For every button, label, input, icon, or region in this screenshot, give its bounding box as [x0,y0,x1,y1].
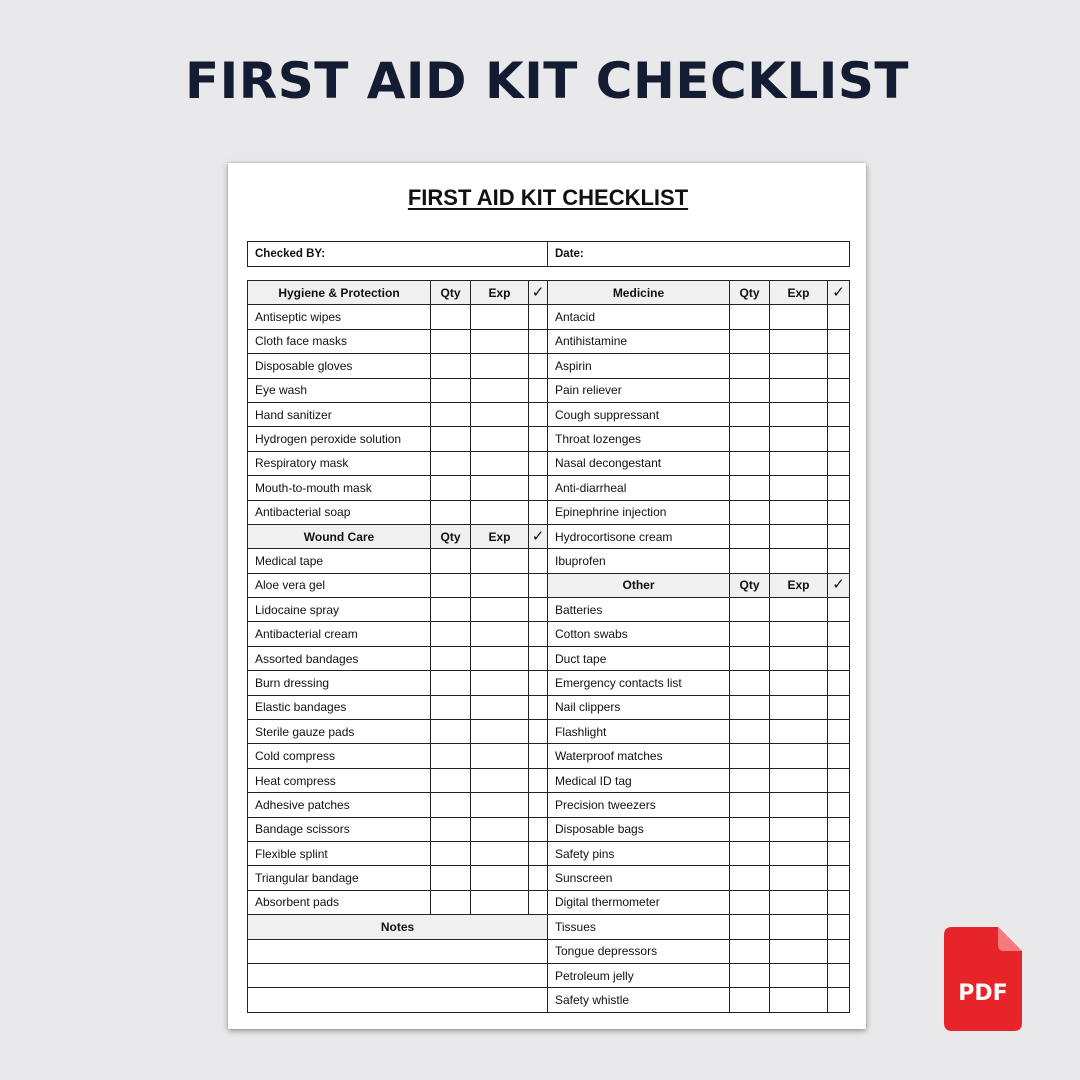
qty-cell[interactable] [431,841,471,865]
item-label: Flexible splint [248,841,431,865]
exp-cell[interactable] [770,768,828,792]
notes-line[interactable] [248,988,548,1012]
item-label: Aspirin [548,354,730,378]
table-row [248,402,850,426]
exp-cell[interactable] [471,841,529,865]
exp-header: Exp [471,524,529,548]
exp-cell[interactable] [471,817,529,841]
qty-cell[interactable] [730,427,770,451]
check-cell[interactable] [529,500,548,524]
check-cell[interactable] [828,671,850,695]
qty-cell[interactable] [431,305,471,329]
check-cell[interactable] [529,573,548,597]
item-label: Aloe vera gel [248,573,431,597]
item-label: Batteries [548,598,730,622]
item-label: Burn dressing [248,671,431,695]
exp-cell[interactable] [770,500,828,524]
qty-cell[interactable] [730,915,770,939]
exp-cell[interactable] [471,622,529,646]
qty-cell[interactable] [431,793,471,817]
qty-cell[interactable] [431,890,471,914]
item-label: Antibacterial cream [248,622,431,646]
table-row [248,622,850,646]
qty-cell[interactable] [431,671,471,695]
exp-cell[interactable] [770,402,828,426]
item-label: Bandage scissors [248,817,431,841]
item-label: Elastic bandages [248,695,431,719]
exp-header: Exp [471,281,529,305]
qty-cell[interactable] [431,768,471,792]
exp-cell[interactable] [471,329,529,353]
item-label: Disposable bags [548,817,730,841]
checked-by-table [247,241,850,267]
check-cell[interactable] [529,329,548,353]
qty-header: Qty [431,524,471,548]
exp-cell[interactable] [770,524,828,548]
qty-cell[interactable] [730,671,770,695]
exp-cell[interactable] [471,427,529,451]
check-cell[interactable] [828,622,850,646]
check-cell[interactable] [529,744,548,768]
section-header: Medicine [548,281,730,305]
check-cell[interactable] [828,549,850,573]
table-row [248,305,850,329]
exp-cell[interactable] [770,963,828,987]
qty-header: Qty [730,573,770,597]
table-row [248,793,850,817]
exp-cell[interactable] [770,720,828,744]
check-cell[interactable] [529,402,548,426]
exp-cell[interactable] [770,817,828,841]
qty-cell[interactable] [730,695,770,719]
table-row [248,939,850,963]
item-label: Petroleum jelly [548,963,730,987]
table-row [248,476,850,500]
exp-cell[interactable] [471,720,529,744]
qty-cell[interactable] [431,329,471,353]
table-row [248,524,850,548]
check-cell[interactable] [529,866,548,890]
exp-cell[interactable] [471,890,529,914]
qty-cell[interactable] [431,866,471,890]
item-label: Anti-diarrheal [548,476,730,500]
item-label: Flashlight [548,720,730,744]
check-cell[interactable] [529,768,548,792]
qty-cell[interactable] [730,768,770,792]
item-label: Medical ID tag [548,768,730,792]
item-label: Disposable gloves [248,354,431,378]
exp-cell[interactable] [471,500,529,524]
qty-cell[interactable] [431,598,471,622]
item-label: Lidocaine spray [248,598,431,622]
check-cell[interactable] [828,793,850,817]
check-cell[interactable] [828,476,850,500]
table-row [248,817,850,841]
check-cell[interactable] [529,354,548,378]
exp-cell[interactable] [471,573,529,597]
qty-cell[interactable] [730,939,770,963]
exp-cell[interactable] [770,622,828,646]
item-label: Ibuprofen [548,549,730,573]
exp-cell[interactable] [770,598,828,622]
item-label: Antiseptic wipes [248,305,431,329]
check-cell[interactable] [529,793,548,817]
qty-cell[interactable] [431,695,471,719]
item-label: Hand sanitizer [248,402,431,426]
checkmark-header: ✓ [828,573,850,597]
exp-cell[interactable] [770,354,828,378]
qty-cell[interactable] [730,598,770,622]
exp-cell[interactable] [471,451,529,475]
item-label: Cough suppressant [548,402,730,426]
check-cell[interactable] [828,354,850,378]
check-cell[interactable] [828,817,850,841]
table-row [248,671,850,695]
qty-cell[interactable] [730,476,770,500]
item-label: Hydrocortisone cream [548,524,730,548]
check-cell[interactable] [828,963,850,987]
qty-cell[interactable] [730,817,770,841]
exp-cell[interactable] [471,549,529,573]
table-row [248,451,850,475]
qty-cell[interactable] [431,476,471,500]
notes-line[interactable] [248,963,548,987]
exp-cell[interactable] [471,793,529,817]
qty-cell[interactable] [431,451,471,475]
item-label: Antihistamine [548,329,730,353]
exp-cell[interactable] [471,402,529,426]
check-cell[interactable] [828,915,850,939]
check-cell[interactable] [529,598,548,622]
qty-cell[interactable] [431,354,471,378]
qty-cell[interactable] [730,549,770,573]
qty-header: Qty [730,281,770,305]
check-cell[interactable] [828,646,850,670]
item-label: Adhesive patches [248,793,431,817]
check-cell[interactable] [529,841,548,865]
item-label: Throat lozenges [548,427,730,451]
table-row [248,427,850,451]
item-label: Antibacterial soap [248,500,431,524]
exp-cell[interactable] [770,841,828,865]
exp-cell[interactable] [770,671,828,695]
checklist-table [247,280,850,1013]
item-label: Tissues [548,915,730,939]
item-label: Triangular bandage [248,866,431,890]
exp-header: Exp [770,573,828,597]
exp-header: Exp [770,281,828,305]
exp-cell[interactable] [471,305,529,329]
item-label: Mouth-to-mouth mask [248,476,431,500]
item-label: Tongue depressors [548,939,730,963]
qty-cell[interactable] [730,890,770,914]
check-cell[interactable] [828,500,850,524]
item-label: Heat compress [248,768,431,792]
item-label: Absorbent pads [248,890,431,914]
check-cell[interactable] [828,866,850,890]
item-label: Nail clippers [548,695,730,719]
check-cell[interactable] [529,890,548,914]
item-label: Medical tape [248,549,431,573]
check-cell[interactable] [828,451,850,475]
item-label: Cold compress [248,744,431,768]
table-row [248,841,850,865]
exp-cell[interactable] [471,378,529,402]
qty-cell[interactable] [730,866,770,890]
qty-cell[interactable] [730,378,770,402]
table-row [248,988,850,1012]
item-label: Respiratory mask [248,451,431,475]
section-header: Other [548,573,730,597]
check-cell[interactable] [529,378,548,402]
check-cell[interactable] [529,671,548,695]
check-cell[interactable] [828,378,850,402]
check-cell[interactable] [828,598,850,622]
exp-cell[interactable] [471,671,529,695]
item-label: Cloth face masks [248,329,431,353]
exp-cell[interactable] [770,695,828,719]
check-cell[interactable] [529,720,548,744]
table-row [248,329,850,353]
item-label: Pain reliever [548,378,730,402]
exp-cell[interactable] [770,890,828,914]
qty-cell[interactable] [431,720,471,744]
item-label: Hydrogen peroxide solution [248,427,431,451]
check-cell[interactable] [828,427,850,451]
qty-cell[interactable] [730,793,770,817]
checked-by-field[interactable]: Checked BY: [248,242,548,267]
exp-cell[interactable] [471,598,529,622]
check-cell[interactable] [828,305,850,329]
exp-cell[interactable] [770,378,828,402]
check-cell[interactable] [529,427,548,451]
section-header: Wound Care [248,524,431,548]
item-label: Nasal decongestant [548,451,730,475]
item-label: Assorted bandages [248,646,431,670]
qty-cell[interactable] [431,622,471,646]
qty-header: Qty [431,281,471,305]
section-header: Hygiene & Protection [248,281,431,305]
exp-cell[interactable] [770,939,828,963]
check-cell[interactable] [828,720,850,744]
check-cell[interactable] [529,817,548,841]
exp-cell[interactable] [471,354,529,378]
qty-cell[interactable] [730,329,770,353]
item-label: Sunscreen [548,866,730,890]
qty-cell[interactable] [730,354,770,378]
exp-cell[interactable] [770,866,828,890]
notes-header: Notes [248,915,548,939]
item-label: Digital thermometer [548,890,730,914]
qty-cell[interactable] [431,402,471,426]
item-label: Duct tape [548,646,730,670]
checkmark-header: ✓ [529,281,548,305]
table-row [248,720,850,744]
table-row [248,963,850,987]
check-cell[interactable] [529,451,548,475]
qty-cell[interactable] [730,646,770,670]
table-row [248,646,850,670]
exp-cell[interactable] [770,451,828,475]
item-label: Safety whistle [548,988,730,1012]
qty-cell[interactable] [730,524,770,548]
qty-cell[interactable] [431,744,471,768]
check-cell[interactable] [828,329,850,353]
exp-cell[interactable] [770,476,828,500]
check-cell[interactable] [828,695,850,719]
exp-cell[interactable] [770,427,828,451]
exp-cell[interactable] [471,866,529,890]
pdf-file-icon [944,927,1022,1031]
item-label: Emergency contacts list [548,671,730,695]
item-label: Waterproof matches [548,744,730,768]
exp-cell[interactable] [770,305,828,329]
qty-cell[interactable] [730,451,770,475]
table-row [248,598,850,622]
qty-cell[interactable] [431,549,471,573]
qty-cell[interactable] [730,841,770,865]
table-row [248,549,850,573]
table-row [248,915,850,939]
item-label: Precision tweezers [548,793,730,817]
exp-cell[interactable] [770,793,828,817]
qty-cell[interactable] [431,646,471,670]
qty-cell[interactable] [730,744,770,768]
qty-cell[interactable] [431,573,471,597]
check-cell[interactable] [529,305,548,329]
check-cell[interactable] [828,841,850,865]
table-row [248,354,850,378]
exp-cell[interactable] [471,768,529,792]
exp-cell[interactable] [471,744,529,768]
check-cell[interactable] [828,524,850,548]
exp-cell[interactable] [770,988,828,1012]
qty-cell[interactable] [431,500,471,524]
table-row [248,866,850,890]
check-cell[interactable] [529,622,548,646]
check-cell[interactable] [529,695,548,719]
item-label: Epinephrine injection [548,500,730,524]
table-row [248,378,850,402]
exp-cell[interactable] [471,476,529,500]
table-row [248,500,850,524]
item-label: Safety pins [548,841,730,865]
table-row [248,890,850,914]
exp-cell[interactable] [770,329,828,353]
item-label: Antacid [548,305,730,329]
qty-cell[interactable] [730,402,770,426]
table-row [248,573,850,597]
exp-cell[interactable] [770,744,828,768]
date-field[interactable]: Date: [548,242,850,267]
check-cell[interactable] [828,402,850,426]
qty-cell[interactable] [431,378,471,402]
qty-cell[interactable] [730,720,770,744]
table-row [248,744,850,768]
table-row [248,695,850,719]
banner-title: FIRST AID KIT CHECKLIST [184,52,910,110]
exp-cell[interactable] [770,549,828,573]
qty-cell[interactable] [431,427,471,451]
check-cell[interactable] [828,988,850,1012]
qty-cell[interactable] [730,988,770,1012]
pdf-badge-label: PDF [958,981,1008,1006]
check-cell[interactable] [828,890,850,914]
item-label: Eye wash [248,378,431,402]
item-label: Sterile gauze pads [248,720,431,744]
qty-cell[interactable] [730,963,770,987]
check-cell[interactable] [529,476,548,500]
check-cell[interactable] [529,646,548,670]
table-row [248,281,850,305]
checkmark-header: ✓ [828,281,850,305]
qty-cell[interactable] [730,500,770,524]
exp-cell[interactable] [770,915,828,939]
exp-cell[interactable] [471,646,529,670]
checkmark-header: ✓ [529,524,548,548]
check-cell[interactable] [529,549,548,573]
qty-cell[interactable] [730,305,770,329]
item-label: Cotton swabs [548,622,730,646]
notes-line[interactable] [248,939,548,963]
check-cell[interactable] [828,768,850,792]
qty-cell[interactable] [431,817,471,841]
sheet-title: FIRST AID KIT CHECKLIST [407,185,689,210]
check-cell[interactable] [828,744,850,768]
table-row [248,768,850,792]
exp-cell[interactable] [471,695,529,719]
exp-cell[interactable] [770,646,828,670]
check-cell[interactable] [828,939,850,963]
qty-cell[interactable] [730,622,770,646]
